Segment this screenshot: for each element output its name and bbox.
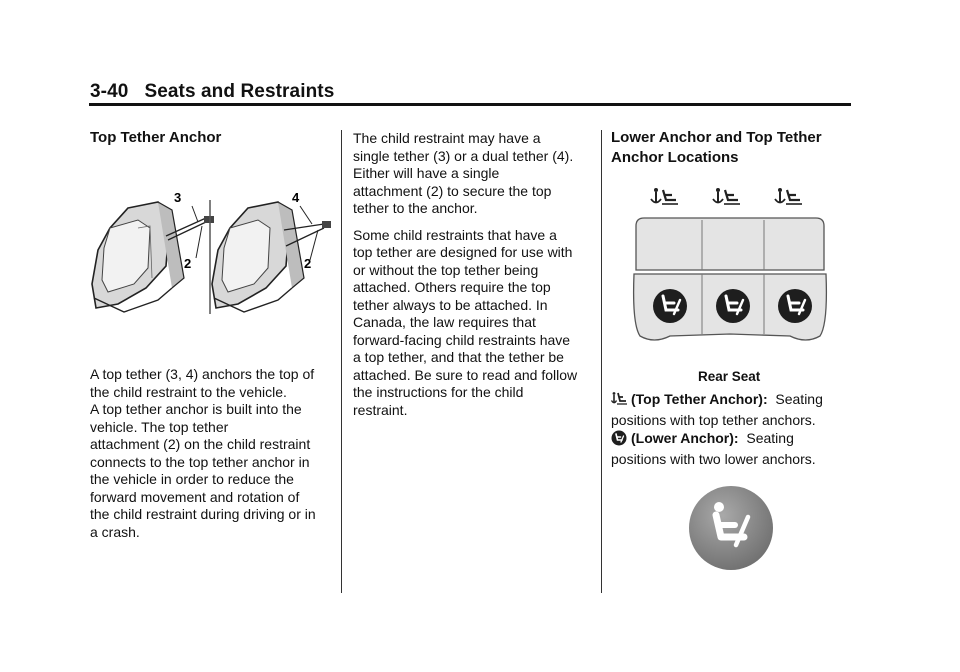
lower-anchor-symbol bbox=[688, 485, 774, 571]
text-line: attachment (2) on the child restraint bbox=[90, 436, 311, 452]
text-line: A top tether anchor is built into the bbox=[90, 401, 302, 417]
heading-top-tether-anchor: Top Tether Anchor bbox=[90, 129, 222, 146]
lower-anchor-icon bbox=[716, 289, 750, 323]
text-line: Some child restraints that have a bbox=[353, 226, 557, 243]
text-line: Canada, the law requires that bbox=[353, 314, 536, 330]
top-tether-anchor-icon bbox=[775, 188, 802, 204]
text-line: forward-facing child restraints have bbox=[353, 331, 571, 348]
text-line: top tether are designed for use with bbox=[353, 244, 573, 260]
page-header bbox=[90, 81, 334, 103]
legend-text: positions with top tether anchors. bbox=[611, 412, 816, 428]
tether-types-text bbox=[353, 130, 577, 428]
top-tether-anchor-icon bbox=[713, 188, 740, 204]
lower-anchor-icon bbox=[653, 289, 687, 323]
text-line: restraint. bbox=[353, 401, 408, 418]
text-line: a crash. bbox=[90, 523, 140, 540]
section-title: Seats and Restraints bbox=[144, 81, 335, 102]
single-tether-seat-figure bbox=[92, 202, 214, 312]
paragraph-tether-types bbox=[353, 130, 577, 218]
text-line: a top tether, and that the tether be bbox=[353, 349, 564, 365]
figure-caption: Rear Seat bbox=[698, 369, 761, 384]
text-line: attached. Be sure to read and follow bbox=[353, 366, 578, 383]
text-line: the vehicle in order to reduce the bbox=[90, 471, 294, 487]
top-tether-illustration bbox=[88, 188, 333, 318]
text-line: the child restraint to the vehicle. bbox=[90, 383, 287, 400]
legend-text: Seating bbox=[746, 430, 794, 446]
paragraph-tether-requirements bbox=[353, 227, 577, 420]
rear-seat-diagram bbox=[630, 184, 830, 348]
top-tether-anchor-icon bbox=[651, 188, 678, 204]
column-divider-2 bbox=[601, 130, 602, 593]
top-tether-anchor-icon bbox=[611, 391, 627, 411]
page-number: 3-40 bbox=[90, 81, 129, 102]
heading-line: Lower Anchor and Top Tether bbox=[611, 129, 822, 146]
dual-tether-seat-figure bbox=[212, 202, 331, 312]
legend-text: Seating bbox=[775, 391, 823, 407]
text-line: The child restraint may have a bbox=[353, 130, 541, 146]
text-line: Either will have a single bbox=[353, 165, 500, 181]
heading-anchor-locations bbox=[611, 128, 822, 168]
callout-2-left: 2 bbox=[184, 256, 192, 271]
text-line: attachment (2) to secure the top bbox=[353, 182, 552, 199]
heading-line: Anchor Locations bbox=[611, 149, 739, 166]
text-line: tether always to be attached. In bbox=[353, 296, 548, 313]
callout-4: 4 bbox=[292, 190, 300, 205]
text-line: attached. Others require the top bbox=[353, 279, 551, 295]
legend-label: (Top Tether Anchor): bbox=[631, 391, 768, 407]
callout-2-right: 2 bbox=[304, 256, 312, 271]
lower-anchor-icon bbox=[778, 289, 812, 323]
legend-label: (Lower Anchor): bbox=[631, 430, 739, 446]
legend-text: positions with two lower anchors. bbox=[611, 451, 816, 467]
header-rule bbox=[89, 103, 851, 106]
text-line: A top tether (3, 4) anchors the top of bbox=[90, 366, 315, 382]
lower-anchor-icon bbox=[611, 430, 627, 450]
text-line: forward movement and rotation of bbox=[90, 488, 300, 505]
callout-3: 3 bbox=[174, 190, 182, 205]
text-line: or without the top tether being bbox=[353, 261, 539, 278]
text-line: vehicle. The top tether bbox=[90, 418, 229, 435]
top-tether-description bbox=[90, 366, 316, 541]
legend-lower-anchor bbox=[611, 429, 816, 468]
text-line: connects to the top tether anchor in bbox=[90, 453, 310, 470]
text-line: the instructions for the child bbox=[353, 384, 524, 400]
text-line: single tether (3) or a dual tether (4). bbox=[353, 147, 574, 164]
text-line: the child restraint during driving or in bbox=[90, 506, 316, 522]
text-line: tether to the anchor. bbox=[353, 200, 478, 216]
column-divider-1 bbox=[341, 130, 342, 593]
legend-top-tether bbox=[611, 390, 823, 429]
